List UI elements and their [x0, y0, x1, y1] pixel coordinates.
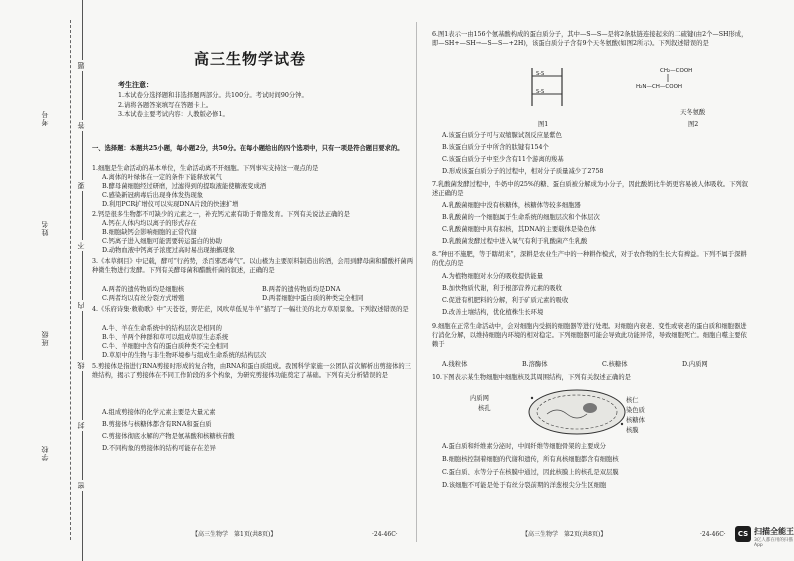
q7-option-a[interactable]: A.乳酸菌细胞中没有核糖体，核糖体等较多细胞器 [442, 202, 581, 209]
q9-option-b[interactable]: B.溶酶体 [522, 361, 548, 368]
label-ribosome: 核糖体 [626, 417, 645, 424]
footer-right-text: 【高三生物学 第2页(共8页)】 [522, 531, 607, 538]
camscanner-logo-icon: CS [735, 526, 751, 542]
seal-char: 内 [77, 302, 85, 309]
figure-1-protein [512, 62, 592, 120]
q3-option-a[interactable]: A.两者的遗传物质均是细胞核 [102, 286, 185, 293]
q4-option-c[interactable]: C.牛、羊细胞中含有的蛋白质种类不完全相同 [102, 343, 229, 350]
q1-option-a[interactable]: A.离体的叶绿体在一定的条件下能释放氧气 [102, 174, 222, 181]
svg-text:H₂N—CH—COOH: H₂N—CH—COOH [636, 84, 683, 90]
seal-char: 题 [77, 62, 85, 69]
question-3-stem: 3.《本草纲目》中记载，酵可“行药势，杀百邪恶毒气”。以山楂为主要原料制造出的酒，会用到酵母菌和醋酸杆菌两种微生物进行发酵。下列有关酵母菌和醋酸杆菌的叙述，正确的是 [92, 258, 413, 275]
q10-option-a[interactable]: A.蛋白质和纤维素分泌时，中间纤维等细胞骨架的主要成分 [442, 443, 606, 450]
svg-text:CH₂—COOH: CH₂—COOH [660, 68, 693, 74]
q3-option-b[interactable]: B.两者的遗传物质均是DNA [262, 286, 341, 293]
binding-strip [0, 0, 83, 561]
label-nuclear-membrane: 核膜 [626, 427, 639, 434]
question-2-stem: 2.钙是很多生物都不可缺少的元素之一，补充钙元素有助于骨骼发育。下列有关说法正确的是 [92, 211, 350, 218]
question-8-stem: 8.“种田不施肥，等于瞎胡来”，深耕是农业生产中的一种耕作模式，对于农作物的生长大有裨益。下列不属于深耕的优点的是 [432, 251, 747, 268]
q8-option-d[interactable]: D.改善土壤结构，优化植株生长环境 [442, 309, 544, 316]
q9-option-d[interactable]: D.内质网 [682, 361, 708, 368]
seal-char: 要 [77, 182, 85, 189]
q4-option-d[interactable]: D.草原中的生物与非生物环境参与组成生命系统的结构层次 [102, 352, 267, 359]
seal-char: 密 [77, 482, 85, 489]
q10-option-d[interactable]: D.该细胞不可能是处于有丝分裂前期的洋葱根尖分生区细胞 [442, 482, 607, 489]
q2-option-c[interactable]: C.钙离子进入细胞可能需要转运蛋白的协助 [102, 238, 222, 245]
q1-option-b[interactable]: B.酵母菌细胞经过研磨，过滤得到的提取液能使糖液变成酒 [102, 183, 267, 190]
q7-option-c[interactable]: C.乳酸菌细胞中具有拟核，其DNA的主要载体是染色体 [442, 226, 596, 233]
figure-1-caption: 图1 [538, 121, 549, 128]
column-divider [416, 22, 417, 542]
figure-2-caption: 图2 [688, 121, 699, 128]
label-kaohao: 考号 [41, 110, 49, 126]
seal-char: 线 [77, 362, 85, 369]
question-5-stem: 5.剪接体是指进行RNA剪接时形成的复合物，由RNA和蛋白质组成。我国科学家施一公团队首次解析出剪接体的三维结构，揭示了剪接体在不同工作阶段的多个构象，为研究剪接体功能奠定了基础。下列有关分析错误的是 [92, 363, 411, 380]
q9-option-a[interactable]: A.线粒体 [442, 361, 468, 368]
seal-char: 封 [77, 422, 85, 429]
question-1-stem: 1.细胞是生命活动的基本单位，生命活动离不开细胞。下列事实支持这一观点的是 [92, 165, 319, 172]
q6-option-c[interactable]: C.该蛋白质分子中至少含有11个游离的羧基 [442, 156, 564, 163]
q8-option-b[interactable]: B.加快物质代谢，利于根部营养元素的吸收 [442, 285, 562, 292]
svg-text:S-S: S-S [536, 71, 545, 77]
q6-option-a[interactable]: A.该蛋白质分子可与双缩脲试剂反应显紫色 [442, 132, 562, 139]
question-7-stem: 7.乳酸菌发酵过程中，牛奶中的25%的糖、蛋白质被分解成为小分子，因此酸奶比牛奶更容易被人体吸收。下列叙述正确的是 [432, 181, 748, 198]
question-4-stem: 4.《乐府诗集·敕勒歌》中“天苍苍，野茫茫，风吹草低见牛羊”描写了一幅壮美的北方草原景象。下列叙述错误的是 [92, 306, 409, 313]
q5-option-a[interactable]: A.组成剪接体的化学元素主要是大量元素 [102, 409, 216, 416]
seal-line [70, 20, 71, 540]
section-heading: 一、选择题：本题共25小题，每小题2分，共50分。在每小题给出的四个选项中，只有一项是符合题目要求的。 [92, 145, 404, 152]
label-chromatin: 染色质 [626, 407, 645, 414]
q2-option-d[interactable]: D.动物血液中钙离子浓度过高时易出现抽搐现象 [102, 247, 235, 254]
notice-item: 1.本试卷分选择题和非选择题两部分。共100分。考试时间90分钟。 [118, 92, 308, 100]
camscanner-subtitle: 3亿人都在用的扫描App [754, 538, 793, 548]
camscanner-title: 扫描全能王 [754, 527, 794, 536]
label-nucleolus: 核仁 [626, 397, 639, 404]
notice-head: 考生注意： [118, 80, 153, 89]
q2-option-a[interactable]: A.钙在人体内均以离子的形式存在 [102, 220, 197, 227]
label-xingming: 姓名 [41, 220, 49, 236]
q5-option-d[interactable]: D.不同构象的剪接体的结构可能存在差异 [102, 445, 216, 452]
q2-option-b[interactable]: B.细胞缺钙会影响细胞的正常代谢 [102, 229, 197, 236]
label-xuexiao: 学校 [41, 445, 49, 461]
label-nuclear-pore: 核孔 [478, 405, 491, 412]
q1-option-c[interactable]: C.感染新冠病毒后出现身体发热现象 [102, 192, 204, 199]
label-banji: 班级 [41, 330, 49, 346]
q3-option-c[interactable]: C.两者均以有丝分裂方式增殖 [102, 295, 185, 302]
footer-left-text: 【高三生物学 第1页(共8页)】 [192, 531, 277, 538]
question-9-stem: 9.细胞在正常生命活动中，会对细胞内受损的细胞器等进行处理。对细胞内衰老、变性或衰老的蛋白质和细胞器进行消化分解，以维持细胞内环境的相对稳定。下列细胞器可能会导致此功能异常，导致细胞死亡。细胞自噬主要依赖于 [432, 323, 747, 349]
q5-option-b[interactable]: B.剪接体与核糖体都含有RNA和蛋白质 [102, 421, 212, 428]
q3-option-d[interactable]: D.两者细胞中蛋白质的种类完全相同 [262, 295, 364, 302]
q6-option-d[interactable]: D.形成该蛋白质分子的过程中，相对分子质量减少了2758 [442, 168, 604, 175]
q7-option-b[interactable]: B.乳酸菌的一个细胞属于生命系统的细胞层次和个体层次 [442, 214, 600, 221]
q9-option-c[interactable]: C.核糖体 [602, 361, 628, 368]
q5-option-c[interactable]: C.剪接体彻底水解的产物是氨基酸和核糖核苷酸 [102, 433, 235, 440]
q10-option-b[interactable]: B.细胞核控制着细胞的代谢和遗传，所有真核细胞都含有细胞核 [442, 456, 619, 463]
question-10-stem: 10.下图表示某生物细胞中细胞核及其周围结构，下列有关叙述正确的是 [432, 374, 631, 381]
seal-char: 不 [77, 242, 85, 249]
q8-option-c[interactable]: C.促进有机肥料的分解，利于矿质元素的吸收 [442, 297, 569, 304]
q6-option-b[interactable]: B.该蛋白质分子中所含的肽键有154个 [442, 144, 549, 151]
seal-char: 答 [77, 122, 85, 129]
label-er: 内质网 [470, 395, 489, 402]
notice-block [118, 80, 408, 120]
q8-option-a[interactable]: A.为植物细胞对水分的吸收提供能量 [442, 273, 544, 280]
q4-option-a[interactable]: A.牛、羊在生命系统中的结构层次是相同的 [102, 325, 222, 332]
svg-text:S-S: S-S [536, 89, 545, 95]
aspartate-label: 天冬氨酸 [680, 109, 706, 116]
footer-right-code: ·24-46C· [700, 531, 726, 538]
q7-option-d[interactable]: D.乳酸菌发酵过程中进入氧气有利于乳酸菌产生乳酸 [442, 238, 588, 245]
question-6-stem: 6.图1表示一由156个氨基酸构成的蛋白质分子，其中—S—S—是将2条肽链连接起来的二硫键(由2个—SH形成，即—SH+—SH→—S—S—+2H)，该蛋白质分子含有9个天冬氨酸(如图2所示)。下列叙述错误的是 [432, 31, 748, 48]
exam-title: 高三生物学试卷 [193, 50, 306, 68]
q10-option-c[interactable]: C.蛋白质、水等分子在核膜中通过，因此核膜上的核孔是双层膜 [442, 469, 619, 476]
q4-option-b[interactable]: B.牛、羊两个种群和草可以组成草原生态系统 [102, 334, 229, 341]
notice-item: 3.本试卷主要考试内容：人教版必修1。 [118, 111, 229, 119]
q1-option-d[interactable]: D.利用PCR扩增仪可以实现DNA片段的快速扩增 [102, 201, 239, 208]
footer-left-code: ·24-46C· [372, 531, 398, 538]
notice-item: 2.请将各题答案填写在答题卡上。 [118, 101, 213, 109]
